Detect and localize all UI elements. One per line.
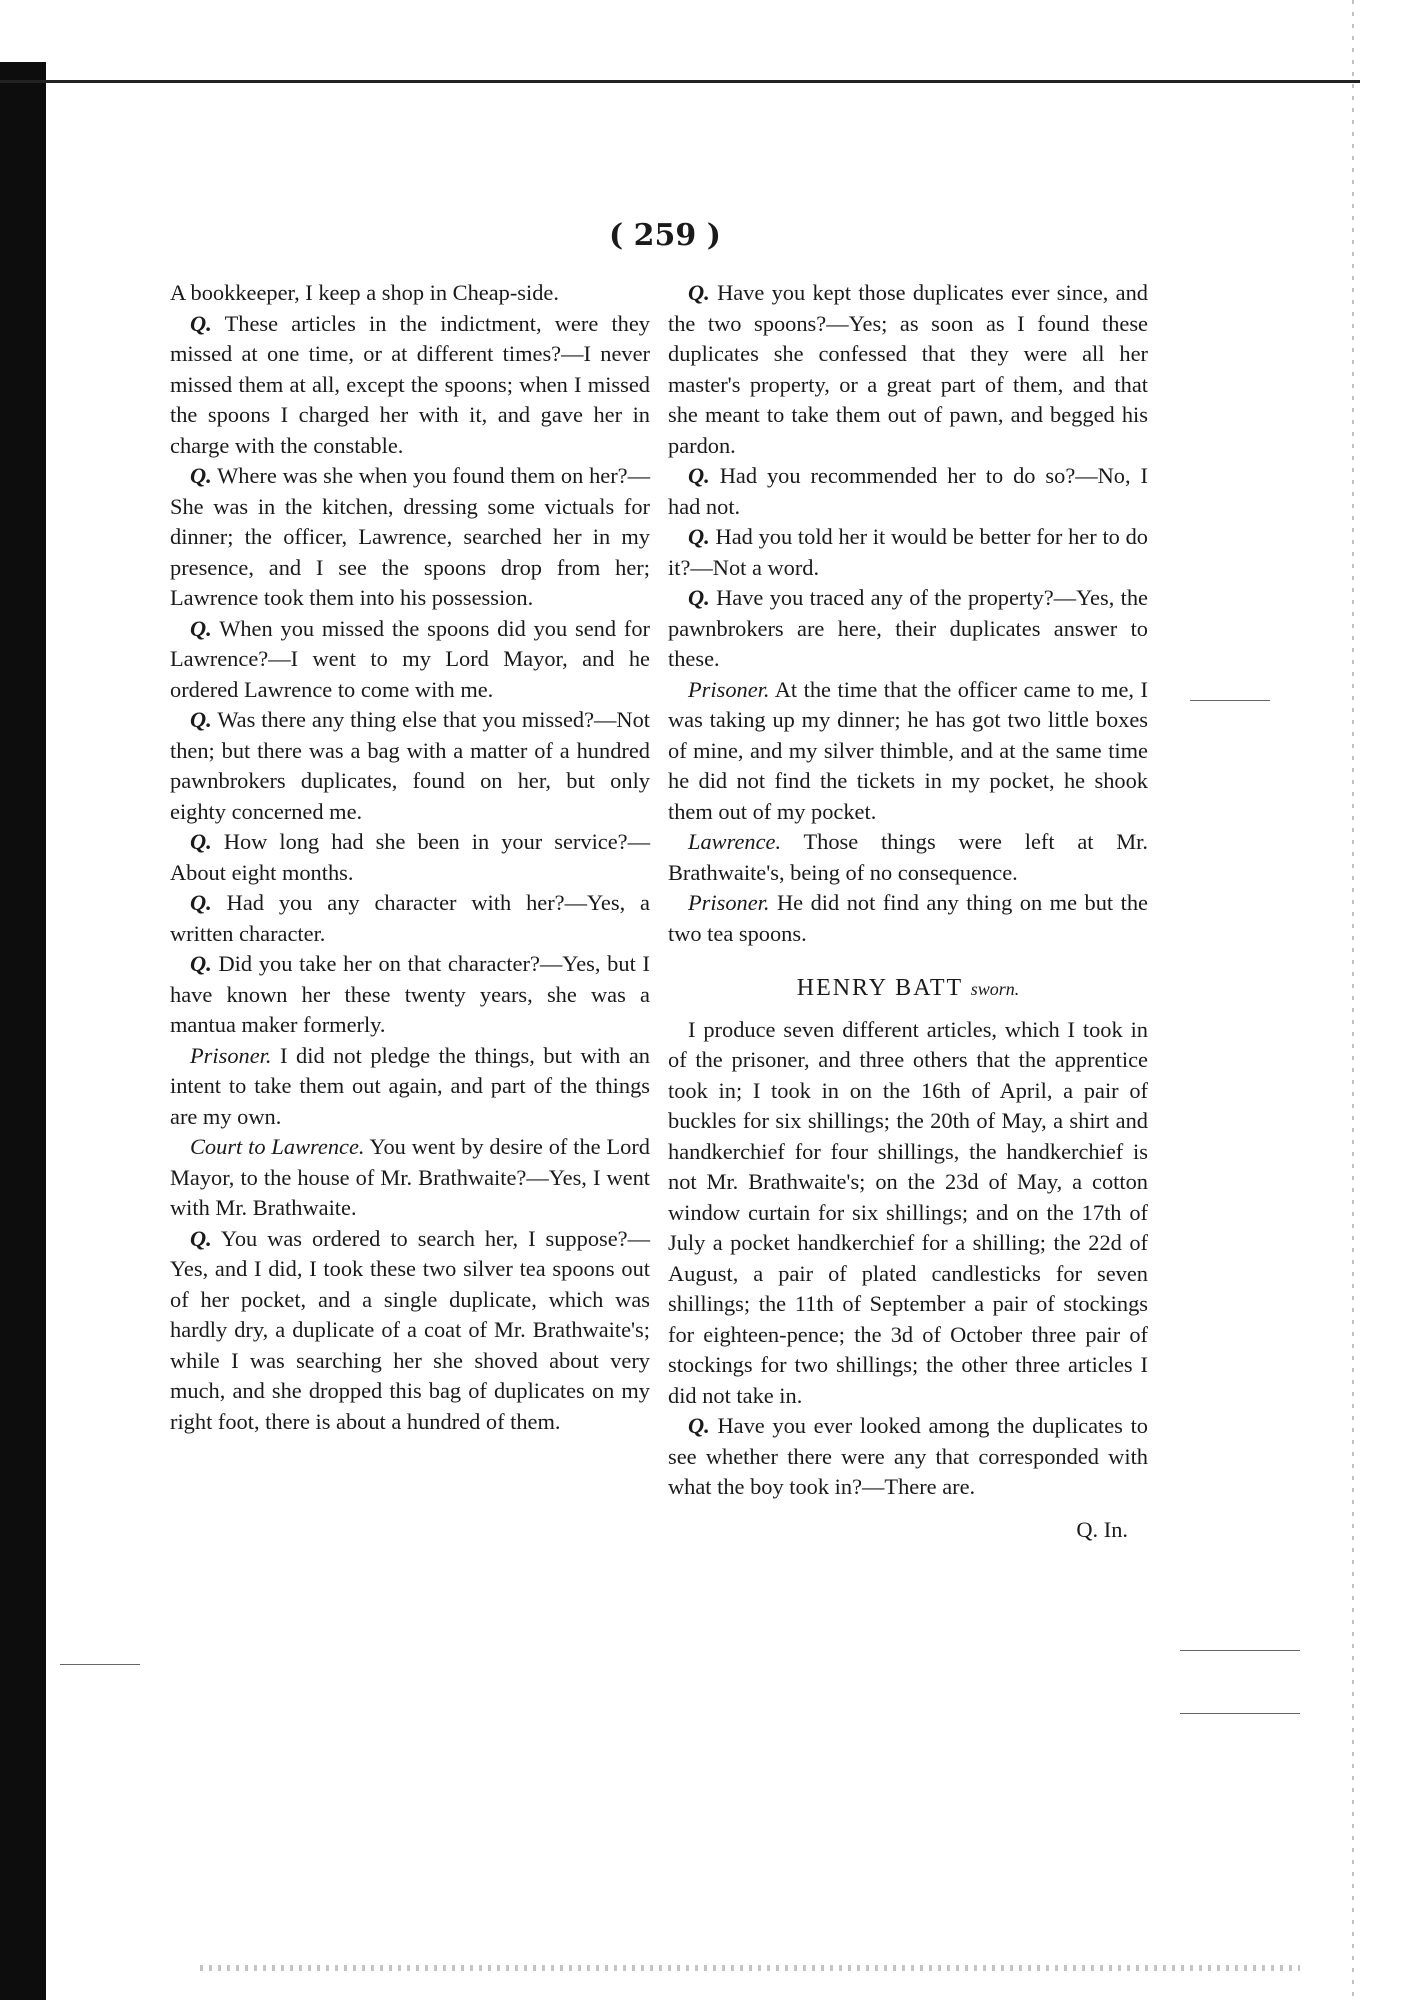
page-number: ( 259 )	[609, 218, 721, 253]
paragraph	[170, 1132, 650, 1224]
scan-binding-edge	[0, 62, 46, 2000]
paragraph-text: I produce seven different articles, which I took in of the prisoner, and three others that the apprentice took in; I took in on the 16th of April, a pair of buckles for six shillings; the 20th of May, a shirt and handkerchief for four shillings, the handkerchief is not Mr. Brathwaite's; on the 23d of May, a cotton window curtain for six shillings; and on the 17th of July a pocket handkerchief for a shilling; the 22d of August, a pair of plated candlesticks for seven shillings; the 11th of September a pair of stockings for eighteen-pence; the 3d of October three pair of stockings for two shillings; the other three articles I did not take in.	[668, 1016, 1148, 1408]
paragraph	[668, 827, 1148, 888]
right-column	[668, 278, 1148, 1545]
paragraph	[170, 949, 650, 1041]
paragraph-text: A bookkeeper, I keep a shop in Cheap-side.	[170, 280, 559, 305]
paragraph-text: Had you recommended her to do so?—No, I had not.	[668, 463, 1148, 519]
paragraph	[170, 278, 650, 309]
paragraph	[668, 675, 1148, 828]
paragraph-text: These articles in the indictment, were they missed at one time, or at different times?—I never missed them at all, except the spoons; when I missed the spoons I charged her with it, and gave her in charge with the constable.	[170, 310, 650, 458]
paragraph	[668, 461, 1148, 522]
paragraph-text: How long had she been in your service?—About eight months.	[170, 829, 650, 885]
question-marker: Q.	[190, 615, 212, 641]
question-marker: Q.	[688, 524, 710, 549]
paragraph-text: Had you any character with her?—Yes, a written character.	[170, 890, 650, 946]
sworn-label: sworn.	[970, 979, 1020, 999]
scan-noise	[200, 1965, 1300, 1971]
question-marker: Q.	[688, 280, 710, 305]
question-marker: Q.	[190, 829, 212, 854]
margin-tick	[1190, 700, 1270, 701]
speaker-label: Court to Lawrence.	[190, 1134, 365, 1159]
paragraph-text: He did not find any thing on me but the two tea spoons.	[668, 890, 1148, 946]
question-marker: Q.	[190, 1225, 212, 1251]
paragraph-text: Have you traced any of the property?—Yes, the pawnbrokers are here, their duplicates answer to these.	[668, 585, 1148, 671]
paragraph	[170, 614, 650, 706]
paragraph-text: At the time that the officer came to me, I was taking up my dinner; he has got two little boxes of mine, and my silver thimble, and at the same time he did not find the tickets in my pocket, he shook them out of my pocket.	[668, 676, 1148, 824]
catchword: Q. In.	[1076, 1516, 1128, 1542]
paragraph	[668, 522, 1148, 583]
speaker-label: Lawrence.	[688, 829, 782, 854]
paragraph	[170, 1224, 650, 1438]
paragraph-text: Had you told her it would be better for her to do it?—Not a word.	[668, 524, 1148, 580]
question-marker: Q.	[190, 310, 212, 336]
paragraph	[170, 461, 650, 614]
margin-tick	[1180, 1713, 1300, 1714]
paragraph	[170, 1041, 650, 1133]
paragraph-text: You was ordered to search her, I suppose?—Yes, and I did, I took these two silver tea spoons out of her pocket, and a single duplicate, which was hardly dry, a duplicate of a coat of Mr. Brathwaite's; while I was searching her she shoved about very much, and she dropped this bag of duplicates on my right foot, there is about a hundred of them.	[170, 1225, 650, 1434]
question-marker: Q.	[190, 463, 212, 488]
paragraph	[668, 583, 1148, 675]
question-marker: Q.	[688, 463, 710, 488]
question-marker: Q.	[688, 1413, 710, 1438]
paragraph	[170, 705, 650, 827]
question-marker: Q.	[190, 951, 212, 976]
paragraph	[668, 888, 1148, 949]
witness-name: HENRY BATT	[796, 975, 963, 1001]
top-rule	[0, 80, 1360, 83]
margin-tick	[1180, 1650, 1300, 1651]
paragraph	[668, 1015, 1148, 1412]
paragraph	[170, 888, 650, 949]
speaker-label: Prisoner.	[688, 890, 770, 915]
paragraph-text: Have you ever looked among the duplicates to see whether there were any that corresponded with what the boy took in?—There are.	[668, 1413, 1148, 1499]
margin-tick	[60, 1664, 140, 1665]
paragraph	[668, 278, 1148, 461]
paragraph-text: Was there any thing else that you missed?—Not then; but there was a bag with a matter of a hundred pawnbrokers duplicates, found on her, but only eighty concerned me.	[170, 707, 650, 824]
question-marker: Q.	[190, 890, 212, 915]
speaker-label: Prisoner.	[688, 676, 770, 702]
question-marker: Q.	[190, 707, 212, 732]
question-marker: Q.	[688, 585, 710, 610]
witness-heading	[668, 973, 1148, 1005]
paragraph	[170, 827, 650, 888]
paragraph-text: When you missed the spoons did you send for Lawrence?—I went to my Lord Mayor, and he ordered Lawrence to come with me.	[170, 615, 651, 702]
right-margin-rule	[1352, 0, 1354, 2000]
paragraph-text: Did you take her on that character?—Yes, but I have known her these twenty years, she was a mantua maker formerly.	[170, 951, 650, 1037]
paragraph-text: Where was she when you found them on her?—She was in the kitchen, dressing some victuals for dinner; the officer, Lawrence, searched her in my presence, and I see the spoons drop from her; Lawrence took them into his possession.	[170, 463, 651, 610]
paragraph-text: I did not pledge the things, but with an intent to take them out again, and part of the things are my own.	[170, 1042, 650, 1129]
speaker-label: Prisoner.	[190, 1042, 272, 1068]
paragraph-text: Those things were left at Mr. Brathwaite's, being of no consequence.	[668, 829, 1148, 885]
left-column	[170, 278, 650, 1437]
paragraph	[668, 1411, 1148, 1503]
paragraph-text: You went by desire of the Lord Mayor, to the house of Mr. Brathwaite?—Yes, I went with Mr. Brathwaite.	[170, 1134, 650, 1220]
paragraph-text: Have you kept those duplicates ever since, and the two spoons?—Yes; as soon as I found these duplicates she confessed that they were all her master's property, or a great part of them, and that she meant to take them out of pawn, and begged his pardon.	[668, 280, 1148, 458]
paragraph	[170, 309, 650, 462]
